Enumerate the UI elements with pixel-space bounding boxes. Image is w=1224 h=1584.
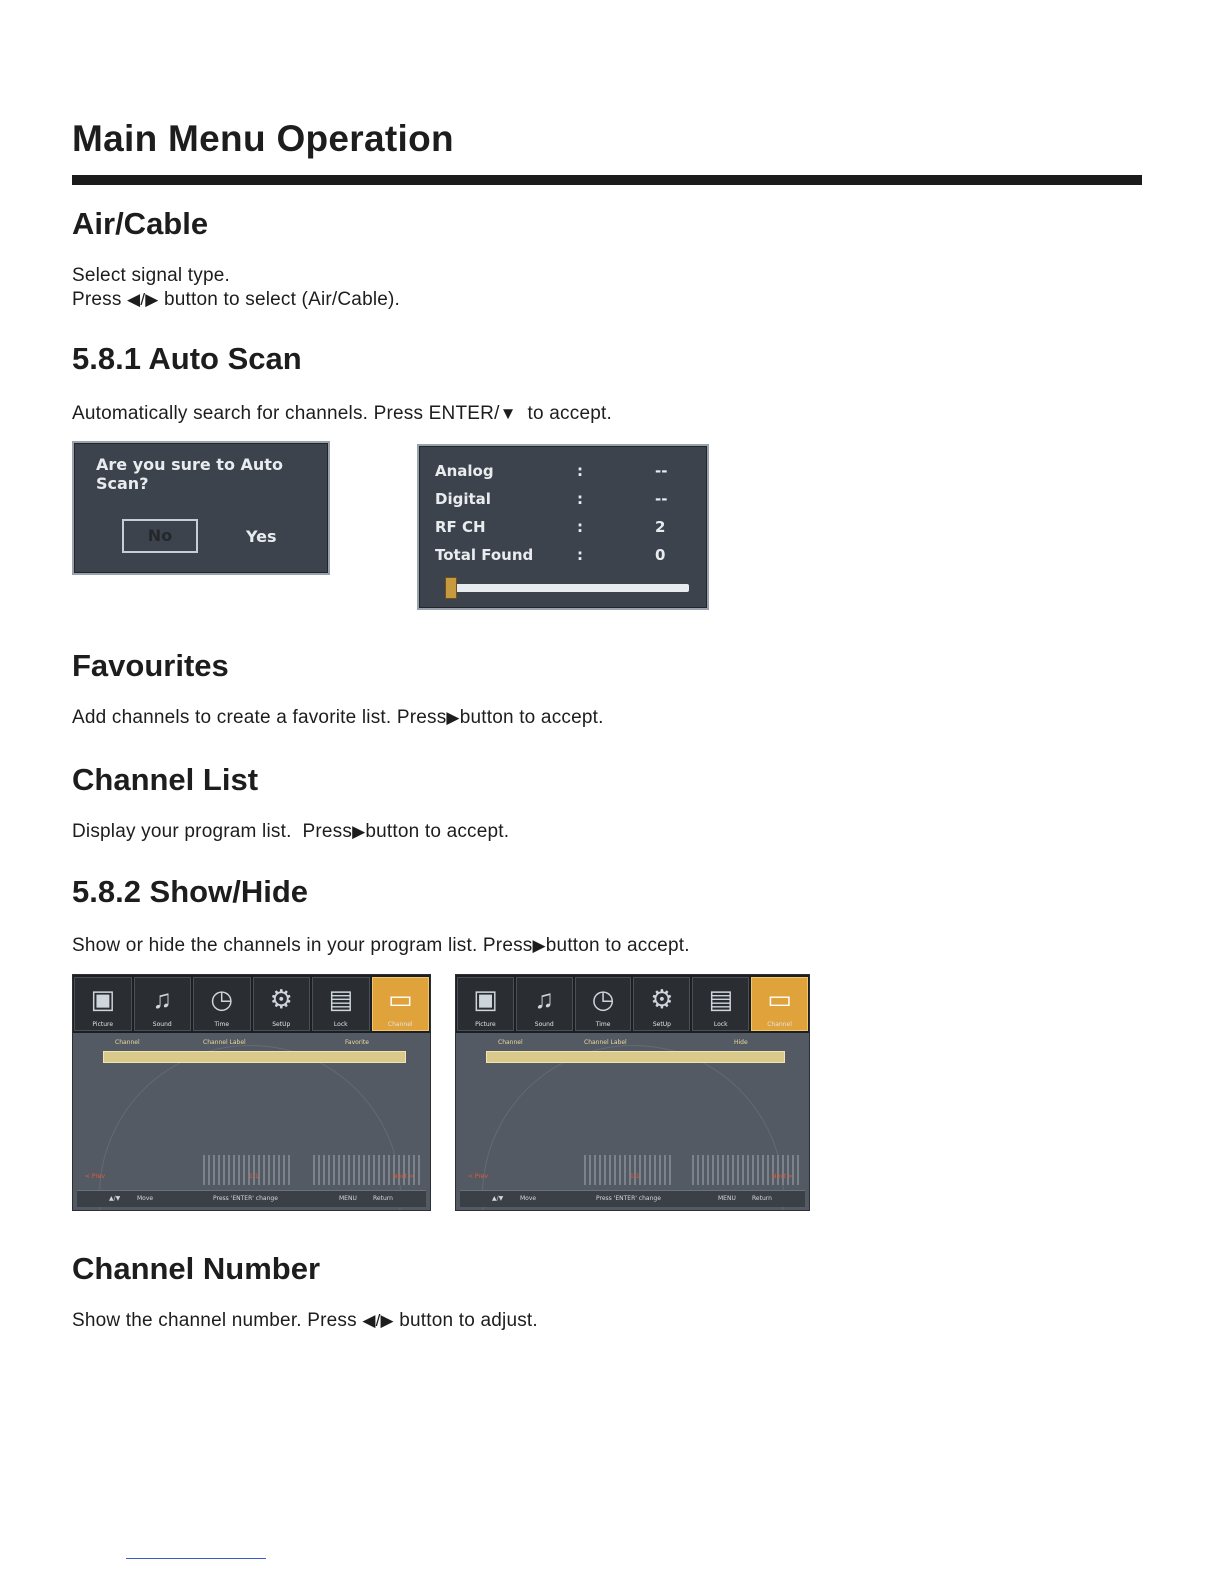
scan-progress-bar — [445, 584, 689, 592]
menu-key: MENU — [339, 1195, 357, 1202]
selected-channel-row[interactable] — [103, 1051, 406, 1063]
show-hide-text-post: button to accept. — [545, 935, 690, 956]
column-header-hide: Hide — [734, 1039, 748, 1046]
channel-list-text-pre: Display your program list. Press — [72, 821, 353, 842]
air-cable-heading: Air/Cable — [72, 206, 209, 241]
status-row-rf-ch — [435, 518, 695, 538]
prev-page-button[interactable]: < Prev — [85, 1173, 106, 1180]
column-header-channel-label: Channel Label — [584, 1039, 627, 1046]
decorative-stripes — [584, 1155, 674, 1185]
auto-scan-text-pre: Automatically search for channels. Press ENTER/ — [72, 403, 500, 424]
menu-footer — [460, 1190, 805, 1207]
status-row-analog — [435, 462, 695, 482]
music-note-icon: ♫ — [534, 984, 554, 1014]
status-row-total-found — [435, 546, 695, 566]
down-arrow-icon: ▼ — [499, 404, 517, 423]
return-hint: Return — [373, 1195, 393, 1202]
status-label: Digital — [435, 490, 491, 508]
menu-tab-time[interactable] — [575, 977, 632, 1031]
monitor-icon: ▭ — [387, 984, 413, 1014]
column-header-favorite: Favorite — [345, 1039, 369, 1046]
next-page-button[interactable]: Next > — [772, 1173, 793, 1180]
menu-tab-caption: Channel — [387, 1021, 413, 1028]
auto-scan-confirm-dialog — [72, 441, 330, 575]
clock-icon: ◷ — [591, 984, 615, 1014]
menu-tab-picture[interactable] — [74, 977, 132, 1031]
clock-icon: ◷ — [210, 984, 234, 1014]
menu-tab-caption: Lock — [333, 1021, 348, 1028]
favorite-menu-screenshot — [72, 974, 431, 1211]
menu-tab-caption: Sound — [534, 1021, 554, 1028]
change-hint: Press 'ENTER' change — [213, 1195, 278, 1202]
status-label: RF CH — [435, 518, 486, 536]
menu-key: MENU — [718, 1195, 736, 1202]
channel-number-text-post: button to adjust. — [393, 1310, 538, 1331]
title-divider — [72, 175, 1142, 185]
air-cable-line2-post: button to select (Air/Cable). — [158, 289, 401, 310]
status-row-digital — [435, 490, 695, 510]
camera-icon: ▣ — [473, 984, 498, 1014]
right-arrow-icon: ▶ — [352, 822, 366, 841]
decorative-stripes — [313, 1155, 423, 1185]
air-cable-line2 — [72, 289, 400, 311]
menu-tab-time[interactable] — [193, 977, 251, 1031]
auto-scan-heading: 5.8.1 Auto Scan — [72, 341, 302, 376]
change-hint: Press 'ENTER' change — [596, 1195, 661, 1202]
menu-tab-lock[interactable] — [692, 977, 749, 1031]
menu-tab-channel[interactable] — [751, 977, 808, 1031]
favourites-text-post: button to accept. — [459, 707, 604, 728]
favourites-text — [72, 707, 604, 729]
move-keys: ▲/▼ — [492, 1195, 504, 1202]
menu-footer — [77, 1190, 426, 1207]
auto-scan-text-post: to accept. — [516, 403, 612, 424]
menu-tab-caption: Time — [214, 1021, 230, 1028]
dialog-question: Are you sure to Auto Scan? — [96, 455, 283, 493]
hide-menu-screenshot — [455, 974, 810, 1211]
lock-icon: ▤ — [708, 984, 734, 1014]
menu-icon-bar — [73, 975, 430, 1033]
channel-number-heading: Channel Number — [72, 1251, 321, 1286]
column-header-channel-label: Channel Label — [203, 1039, 246, 1046]
channel-number-text-pre: Show the channel number. Press — [72, 1310, 363, 1331]
menu-tab-caption: Picture — [92, 1021, 114, 1028]
selected-channel-row[interactable] — [486, 1051, 785, 1063]
auto-scan-text — [72, 403, 612, 425]
right-arrow-icon: ▶ — [446, 708, 460, 727]
prev-page-button[interactable]: < Prev — [468, 1173, 489, 1180]
move-keys: ▲/▼ — [109, 1195, 121, 1202]
footer-link-underline — [126, 1558, 266, 1559]
scan-progress-handle — [445, 577, 457, 599]
menu-tab-channel[interactable] — [372, 977, 430, 1031]
move-hint: Move — [137, 1195, 154, 1202]
page-title: Main Menu Operation — [72, 118, 454, 159]
yes-button[interactable]: Yes — [246, 527, 277, 546]
menu-icon-bar — [456, 975, 809, 1033]
favourites-text-pre: Add channels to create a favorite list. Press — [72, 707, 447, 728]
status-colon: : — [577, 462, 583, 480]
page-indicator: 1/1 — [249, 1173, 259, 1180]
status-value: -- — [655, 490, 668, 508]
decorative-stripes — [692, 1155, 802, 1185]
auto-scan-status-panel — [417, 444, 709, 610]
favourites-heading: Favourites — [72, 648, 229, 683]
menu-tab-caption: SetUp — [272, 1021, 291, 1028]
status-value: 0 — [655, 546, 666, 564]
menu-tab-sound[interactable] — [134, 977, 192, 1031]
status-colon: : — [577, 518, 583, 536]
status-value: -- — [655, 462, 668, 480]
move-hint: Move — [520, 1195, 537, 1202]
status-colon: : — [577, 490, 583, 508]
status-label: Analog — [435, 462, 494, 480]
menu-tab-caption: Lock — [713, 1021, 728, 1028]
show-hide-text — [72, 935, 690, 957]
monitor-icon: ▭ — [767, 984, 792, 1014]
show-hide-text-pre: Show or hide the channels in your program list. Press — [72, 935, 533, 956]
menu-tab-setup[interactable] — [253, 977, 311, 1031]
music-note-icon: ♫ — [152, 984, 172, 1014]
menu-tab-caption: Time — [595, 1021, 611, 1028]
show-hide-heading: 5.8.2 Show/Hide — [72, 874, 309, 909]
background-dial — [482, 1045, 784, 1211]
left-right-arrow-icon: ◀/▶ — [127, 290, 159, 309]
channel-list-heading: Channel List — [72, 762, 259, 797]
column-header-channel: Channel — [498, 1039, 523, 1046]
air-cable-line2-pre: Press — [72, 289, 128, 310]
menu-tab-caption: Sound — [152, 1021, 172, 1028]
menu-tab-picture[interactable] — [457, 977, 514, 1031]
channel-list-text — [72, 821, 509, 843]
no-button[interactable]: No — [122, 519, 198, 553]
gear-icon: ⚙ — [269, 984, 293, 1014]
air-cable-line1: Select signal type. — [72, 265, 230, 286]
left-right-arrow-icon: ◀/▶ — [362, 1311, 394, 1330]
menu-tab-caption: Channel — [767, 1021, 792, 1028]
page-indicator: 1/1 — [630, 1173, 640, 1180]
camera-icon: ▣ — [90, 984, 116, 1014]
menu-tab-setup[interactable] — [633, 977, 690, 1031]
status-label: Total Found — [435, 546, 534, 564]
decorative-stripes — [203, 1155, 293, 1185]
background-dial — [99, 1045, 401, 1211]
gear-icon: ⚙ — [650, 984, 674, 1014]
menu-tab-lock[interactable] — [312, 977, 370, 1031]
next-page-button[interactable]: Next > — [393, 1173, 414, 1180]
status-value: 2 — [655, 518, 666, 536]
menu-tab-caption: Picture — [475, 1021, 496, 1028]
status-colon: : — [577, 546, 583, 564]
menu-tab-caption: SetUp — [652, 1021, 671, 1028]
lock-icon: ▤ — [328, 984, 354, 1014]
column-header-channel: Channel — [115, 1039, 140, 1046]
right-arrow-icon: ▶ — [532, 936, 546, 955]
return-hint: Return — [752, 1195, 772, 1202]
menu-tab-sound[interactable] — [516, 977, 573, 1031]
channel-list-text-post: button to accept. — [365, 821, 510, 842]
channel-number-text — [72, 1310, 538, 1332]
